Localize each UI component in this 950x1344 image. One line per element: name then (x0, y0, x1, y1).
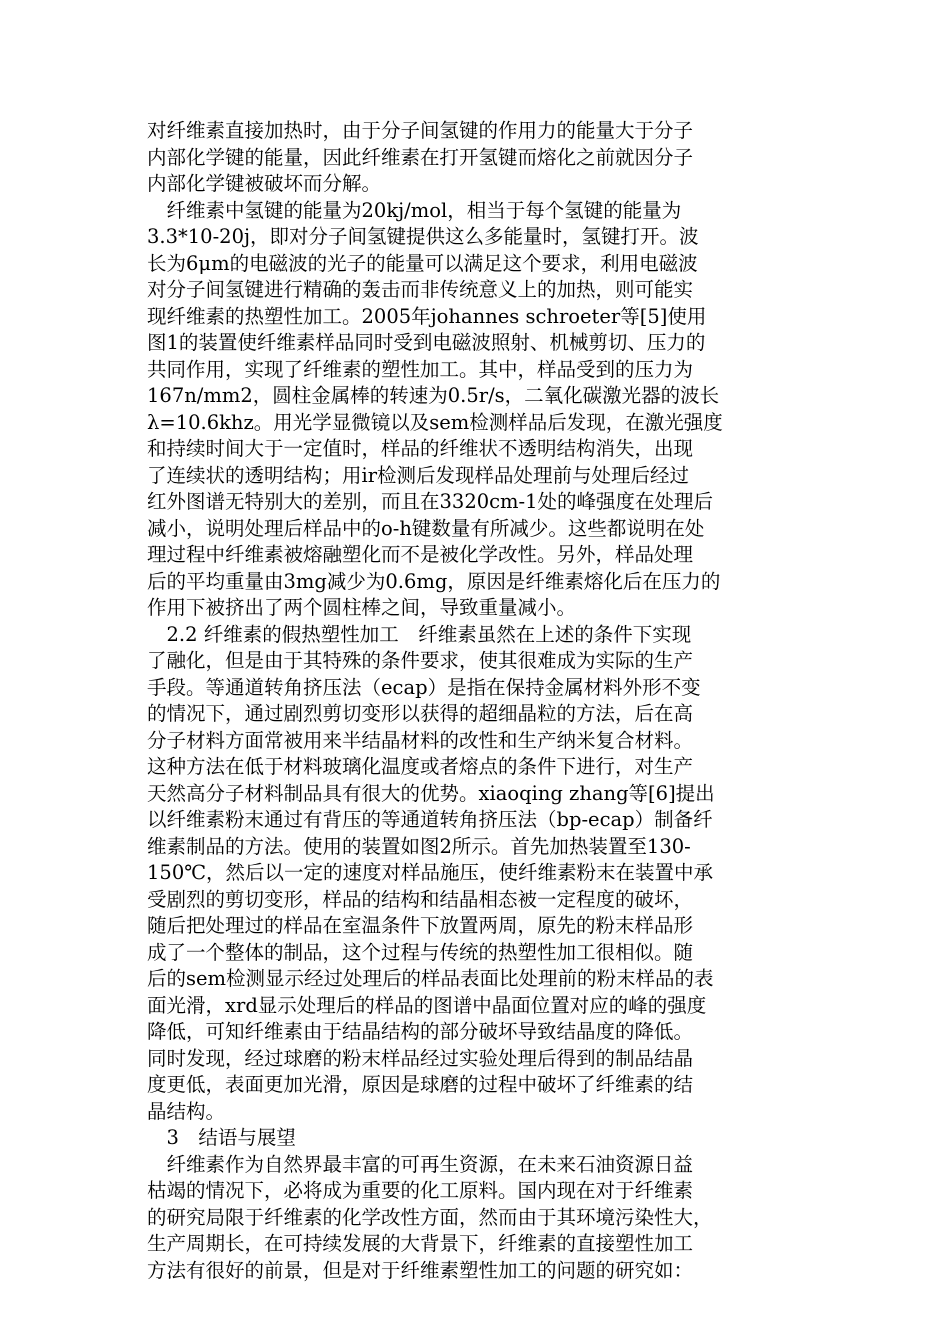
text-line: 度更低，表面更加光滑，原因是球磨的过程中破坏了纤维素的结 (147, 1073, 694, 1096)
text-line: 维素制品的方法。使用的装置如图2所示。首先加热装置至130- (147, 834, 691, 858)
text-line: 后的平均重量由3mg减少为0.6mg，原因是纤维素熔化后在压力的 (147, 569, 721, 593)
text-line: 150℃，然后以一定的速度对样品施压，使纤维素粉末在装置中承 (147, 861, 714, 884)
text-line: 纤维素中氢键的能量为20kj/mol，相当于每个氢键的能量为 (147, 198, 682, 222)
text-line: 减小，说明处理后样品中的o-h键数量有所减少。这些都说明在处 (147, 516, 705, 540)
text-line: 随后把处理过的样品在室温条件下放置两周，原先的粉末样品形 (147, 914, 694, 937)
text-line: 了连续状的透明结构；用ir检测后发现样品处理前与处理后经过 (147, 463, 690, 487)
text-line: 对纤维素直接加热时，由于分子间氢键的作用力的能量大于分子 (147, 119, 694, 142)
text-line: 3 结语与展望 (147, 1126, 296, 1149)
text-line: λ=10.6khz。用光学显微镜以及sem检测样品后发现，在激光强度 (147, 410, 723, 434)
text-line: 3.3*10-20j，即对分子间氢键提供这么多能量时，氢键打开。波 (147, 225, 699, 248)
text-line: 纤维素作为自然界最丰富的可再生资源，在未来石油资源日益 (147, 1152, 694, 1176)
text-line: 2.2 纤维素的假热塑性加工 纤维素虽然在上述的条件下实现 (147, 622, 692, 646)
text-line: 面光滑，xrd显示处理后的样品的图谱中晶面位置对应的峰的强度 (147, 993, 707, 1017)
text-line: 后的sem检测显示经过处理后的样品表面比处理前的粉末样品的表 (147, 967, 714, 990)
text-line: 的研究局限于纤维素的化学改性方面，然而由于其环境污染性大， (147, 1205, 713, 1229)
text-line: 对分子间氢键进行精确的轰击而非传统意义上的加热，则可能实 (147, 278, 694, 301)
body-text (147, 118, 807, 1284)
text-line: 手段。等通道转角挤压法（ecap）是指在保持金属材料外形不变 (147, 675, 701, 699)
text-line: 的情况下，通过剧烈剪切变形以获得的超细晶粒的方法，后在高 (147, 702, 694, 725)
text-line: 167n/mm2，圆柱金属棒的转速为0.5r/s，二氧化碳激光器的波长 (147, 384, 720, 407)
text-line: 图1的装置使纤维素样品同时受到电磁波照射、机械剪切、压力的 (147, 331, 706, 354)
text-line: 天然高分子材料制品具有很大的优势。xiaoqing zhang等[6]提出 (147, 781, 715, 805)
text-line: 长为6μm的电磁波的光子的能量可以满足这个要求，利用电磁波 (147, 251, 698, 275)
text-line: 红外图谱无特别大的差别，而且在3320cm-1处的峰强度在处理后 (147, 490, 714, 513)
text-line: 和持续时间大于一定值时，样品的纤维状不透明结构消失，出现 (147, 437, 694, 460)
text-line: 分子材料方面常被用来半结晶材料的改性和生产纳米复合材料。 (147, 728, 694, 752)
text-line: 降低，可知纤维素由于结晶结构的部分破坏导致结晶度的降低。 (147, 1020, 694, 1043)
text-line: 了融化，但是由于其特殊的条件要求，使其很难成为实际的生产 (147, 649, 694, 672)
text-line: 作用下被挤出了两个圆柱棒之间，导致重量减小。 (147, 596, 577, 619)
text-line: 枯竭的情况下，必将成为重要的化工原料。国内现在对于纤维素 (147, 1179, 694, 1202)
text-line: 晶结构。 (147, 1099, 226, 1123)
text-line: 内部化学键的能量，因此纤维素在打开氢键而熔化之前就因分子 (147, 145, 694, 169)
text-line: 成了一个整体的制品，这个过程与传统的热塑性加工很相似。随 (147, 940, 694, 964)
text-line: 内部化学键被破坏而分解。 (147, 172, 382, 195)
text-line: 方法有很好的前景，但是对于纤维素塑性加工的问题的研究如： (147, 1258, 694, 1282)
text-line: 以纤维素粉末通过有背压的等通道转角挤压法（bp-ecap）制备纤 (147, 808, 713, 831)
text-line: 同时发现，经过球磨的粉末样品经过实验处理后得到的制品结晶 (147, 1046, 694, 1070)
text-line: 理过程中纤维素被熔融塑化而不是被化学改性。另外，样品处理 (147, 543, 694, 566)
text-line: 现纤维素的热塑性加工。2005年johannes schroeter等[5]使用 (147, 304, 707, 328)
text-line: 生产周期长，在可持续发展的大背景下，纤维素的直接塑性加工 (147, 1232, 694, 1255)
text-line: 这种方法在低于材料玻璃化温度或者熔点的条件下进行，对生产 (147, 755, 694, 778)
text-line: 受剧烈的剪切变形，样品的结构和结晶相态被一定程度的破坏， (147, 887, 694, 911)
text-line: 共同作用，实现了纤维素的塑性加工。其中，样品受到的压力为 (147, 357, 694, 381)
